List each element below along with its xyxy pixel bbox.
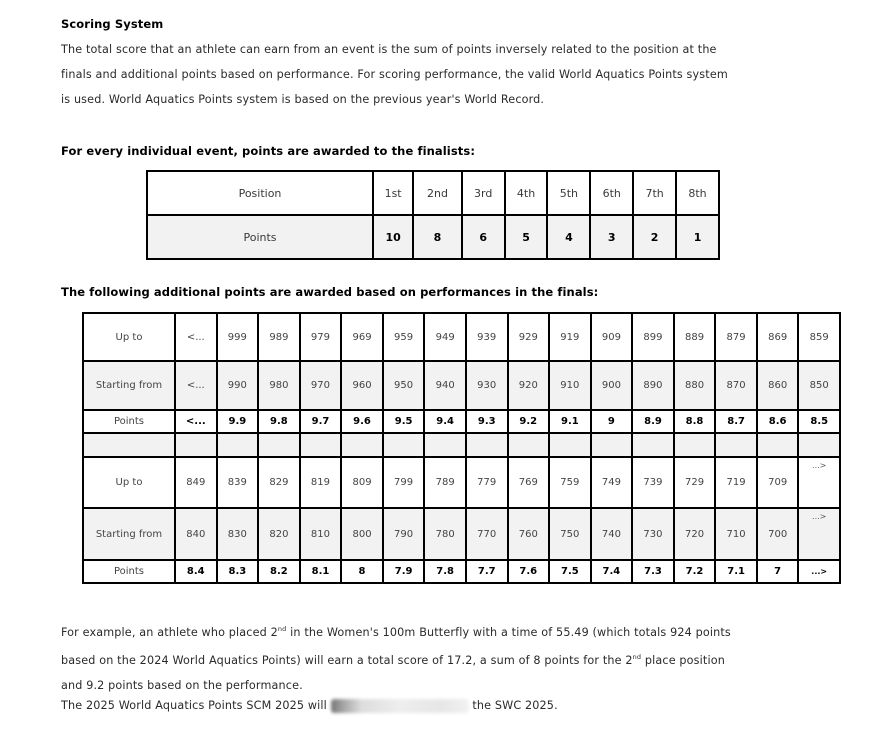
intro-line: The total score that an athlete can earn from an event is the sum of points inversely related to the position at the bbox=[61, 43, 717, 56]
example-text: based on the 2024 World Aquatics Points) will earn a total score of 17.2, a sum of 8 points for the 2 bbox=[61, 654, 633, 667]
points-cell: 9.4 bbox=[424, 410, 466, 433]
points-row bbox=[83, 410, 840, 433]
starting-from-cell: 850 bbox=[798, 361, 840, 410]
up-to-cell: 809 bbox=[341, 457, 383, 508]
example-paragraph bbox=[61, 617, 731, 698]
empty-cell bbox=[466, 433, 508, 457]
points-cell: 8.5 bbox=[798, 410, 840, 433]
row-label: Up to bbox=[83, 313, 175, 361]
up-to-cell: 779 bbox=[466, 457, 508, 508]
starting-from-cell: 940 bbox=[424, 361, 466, 410]
points-cell: 7.9 bbox=[383, 560, 425, 583]
row-label: Up to bbox=[83, 457, 175, 508]
points-cell: 8.8 bbox=[674, 410, 716, 433]
points-row bbox=[83, 560, 840, 583]
starting-from-cell: 770 bbox=[466, 508, 508, 560]
position-points-table bbox=[146, 170, 720, 260]
example-line bbox=[61, 645, 731, 673]
position-cell: 6th bbox=[590, 171, 633, 215]
points-cell: 7 bbox=[757, 560, 799, 583]
empty-cell bbox=[715, 433, 757, 457]
starting-from-row bbox=[83, 361, 840, 410]
starting-from-cell: 890 bbox=[632, 361, 674, 410]
starting-from-cell: 920 bbox=[508, 361, 550, 410]
up-to-cell: 719 bbox=[715, 457, 757, 508]
points-cell: 9.2 bbox=[508, 410, 550, 433]
up-to-cell: 999 bbox=[217, 313, 259, 361]
points-cell: 8.6 bbox=[757, 410, 799, 433]
section-heading: Scoring System bbox=[61, 17, 164, 31]
points-cell: ...> bbox=[798, 560, 840, 583]
starting-from-cell: 820 bbox=[258, 508, 300, 560]
starting-from-cell: 840 bbox=[175, 508, 217, 560]
empty-cell bbox=[383, 433, 425, 457]
points-cell: 9.1 bbox=[549, 410, 591, 433]
points-cell: 9.9 bbox=[217, 410, 259, 433]
up-to-cell: 739 bbox=[632, 457, 674, 508]
up-to-cell: 859 bbox=[798, 313, 840, 361]
position-table-caption: For every individual event, points are awarded to the finalists: bbox=[61, 144, 476, 158]
up-to-cell: 729 bbox=[674, 457, 716, 508]
starting-from-cell: 780 bbox=[424, 508, 466, 560]
performance-points-table bbox=[82, 312, 841, 584]
row-label: Position bbox=[147, 171, 373, 215]
up-to-cell: 989 bbox=[258, 313, 300, 361]
up-to-cell: ...> bbox=[798, 457, 840, 508]
empty-cell bbox=[258, 433, 300, 457]
up-to-cell: 849 bbox=[175, 457, 217, 508]
up-to-cell: 939 bbox=[466, 313, 508, 361]
points-cell: 9.7 bbox=[300, 410, 342, 433]
starting-from-cell: 790 bbox=[383, 508, 425, 560]
up-to-cell: 919 bbox=[549, 313, 591, 361]
up-to-cell: <... bbox=[175, 313, 217, 361]
points-cell: 10 bbox=[373, 215, 413, 259]
points-cell: 9 bbox=[591, 410, 633, 433]
position-cell: 1st bbox=[373, 171, 413, 215]
intro-line: is used. World Aquatics Points system is based on the previous year's World Record. bbox=[61, 93, 545, 106]
empty-cell bbox=[674, 433, 716, 457]
position-cell: 5th bbox=[547, 171, 590, 215]
note-text: The 2025 World Aquatics Points SCM 2025 will bbox=[61, 699, 331, 712]
row-label: Starting from bbox=[83, 361, 175, 410]
points-cell: 9.3 bbox=[466, 410, 508, 433]
row-label: Points bbox=[83, 560, 175, 583]
up-to-cell: 709 bbox=[757, 457, 799, 508]
starting-from-cell: 900 bbox=[591, 361, 633, 410]
position-cell: 2nd bbox=[413, 171, 461, 215]
starting-from-cell: <... bbox=[175, 361, 217, 410]
points-cell: 8.7 bbox=[715, 410, 757, 433]
ordinal-suffix: nd bbox=[277, 625, 287, 633]
starting-from-cell: 930 bbox=[466, 361, 508, 410]
up-to-cell: 889 bbox=[674, 313, 716, 361]
position-cell: 4th bbox=[505, 171, 548, 215]
up-to-cell: 979 bbox=[300, 313, 342, 361]
empty-cell bbox=[424, 433, 466, 457]
points-cell: 9.5 bbox=[383, 410, 425, 433]
starting-from-cell: 880 bbox=[674, 361, 716, 410]
starting-from-cell: 810 bbox=[300, 508, 342, 560]
up-to-row bbox=[83, 457, 840, 508]
up-to-cell: 829 bbox=[258, 457, 300, 508]
points-cell: 9.6 bbox=[341, 410, 383, 433]
points-cell: 2 bbox=[633, 215, 676, 259]
position-cell: 3rd bbox=[462, 171, 505, 215]
points-cell: 8.1 bbox=[300, 560, 342, 583]
ordinal-suffix: nd bbox=[632, 653, 642, 661]
up-to-cell: 789 bbox=[424, 457, 466, 508]
points-cell: 5 bbox=[505, 215, 548, 259]
points-cell: 3 bbox=[590, 215, 633, 259]
starting-from-cell: 830 bbox=[217, 508, 259, 560]
redacted-text-blur bbox=[331, 699, 469, 713]
up-to-cell: 839 bbox=[217, 457, 259, 508]
example-text: For example, an athlete who placed 2 bbox=[61, 626, 278, 639]
points-cell: 7.4 bbox=[591, 560, 633, 583]
intro-line: finals and additional points based on performance. For scoring performance, the valid World Aquatics Points system bbox=[61, 68, 728, 81]
starting-from-cell: 750 bbox=[549, 508, 591, 560]
starting-from-cell: 860 bbox=[757, 361, 799, 410]
up-to-cell: 899 bbox=[632, 313, 674, 361]
up-to-cell: 799 bbox=[383, 457, 425, 508]
row-label bbox=[83, 433, 175, 457]
example-line: and 9.2 points based on the performance. bbox=[61, 679, 303, 692]
up-to-cell: 909 bbox=[591, 313, 633, 361]
starting-from-row bbox=[83, 508, 840, 560]
points-cell: 7.5 bbox=[549, 560, 591, 583]
points-cell: <... bbox=[175, 410, 217, 433]
starting-from-cell: 960 bbox=[341, 361, 383, 410]
empty-cell bbox=[591, 433, 633, 457]
starting-from-cell: 800 bbox=[341, 508, 383, 560]
row-label: Points bbox=[147, 215, 373, 259]
starting-from-cell: ...> bbox=[798, 508, 840, 560]
starting-from-cell: 710 bbox=[715, 508, 757, 560]
empty-cell bbox=[217, 433, 259, 457]
starting-from-cell: 970 bbox=[300, 361, 342, 410]
row-label: Points bbox=[83, 410, 175, 433]
example-text: in the Women's 100m Butterfly with a time of 55.49 (which totals 924 points bbox=[286, 626, 731, 639]
starting-from-cell: 760 bbox=[508, 508, 550, 560]
empty-cell bbox=[341, 433, 383, 457]
points-cell: 7.7 bbox=[466, 560, 508, 583]
empty-cell bbox=[632, 433, 674, 457]
empty-cell bbox=[549, 433, 591, 457]
points-cell: 8 bbox=[341, 560, 383, 583]
points-cell: 8.3 bbox=[217, 560, 259, 583]
starting-from-cell: 990 bbox=[217, 361, 259, 410]
empty-cell bbox=[798, 433, 840, 457]
intro-paragraph bbox=[61, 37, 728, 112]
starting-from-cell: 740 bbox=[591, 508, 633, 560]
up-to-cell: 929 bbox=[508, 313, 550, 361]
points-cell: 7.6 bbox=[508, 560, 550, 583]
performance-table-caption: The following additional points are awarded based on performances in the finals: bbox=[61, 285, 599, 299]
starting-from-cell: 870 bbox=[715, 361, 757, 410]
points-cell: 9.8 bbox=[258, 410, 300, 433]
up-to-cell: 959 bbox=[383, 313, 425, 361]
starting-from-cell: 950 bbox=[383, 361, 425, 410]
up-to-row bbox=[83, 313, 840, 361]
points-row bbox=[147, 215, 719, 259]
points-cell: 8.4 bbox=[175, 560, 217, 583]
empty-cell bbox=[757, 433, 799, 457]
row-label: Starting from bbox=[83, 508, 175, 560]
starting-from-cell: 720 bbox=[674, 508, 716, 560]
empty-cell bbox=[508, 433, 550, 457]
points-cell: 7.3 bbox=[632, 560, 674, 583]
example-text: place position bbox=[641, 654, 725, 667]
position-cell: 7th bbox=[633, 171, 676, 215]
up-to-cell: 749 bbox=[591, 457, 633, 508]
points-cell: 4 bbox=[547, 215, 590, 259]
up-to-cell: 879 bbox=[715, 313, 757, 361]
note-text: the SWC 2025. bbox=[468, 699, 558, 712]
starting-from-cell: 980 bbox=[258, 361, 300, 410]
points-cell: 7.2 bbox=[674, 560, 716, 583]
points-cell: 6 bbox=[462, 215, 505, 259]
points-cell: 8.9 bbox=[632, 410, 674, 433]
up-to-cell: 759 bbox=[549, 457, 591, 508]
points-cell: 8.2 bbox=[258, 560, 300, 583]
points-cell: 8 bbox=[413, 215, 461, 259]
up-to-cell: 869 bbox=[757, 313, 799, 361]
points-cell: 1 bbox=[676, 215, 719, 259]
empty-cell bbox=[300, 433, 342, 457]
up-to-cell: 769 bbox=[508, 457, 550, 508]
starting-from-cell: 700 bbox=[757, 508, 799, 560]
points-cell: 7.1 bbox=[715, 560, 757, 583]
up-to-cell: 949 bbox=[424, 313, 466, 361]
starting-from-cell: 910 bbox=[549, 361, 591, 410]
empty-cell bbox=[175, 433, 217, 457]
points-cell: 7.8 bbox=[424, 560, 466, 583]
example-line bbox=[61, 617, 731, 645]
position-row bbox=[147, 171, 719, 215]
starting-from-cell: 730 bbox=[632, 508, 674, 560]
note-line bbox=[61, 693, 558, 718]
up-to-cell: 969 bbox=[341, 313, 383, 361]
spacer-row bbox=[83, 433, 840, 457]
up-to-cell: 819 bbox=[300, 457, 342, 508]
position-cell: 8th bbox=[676, 171, 719, 215]
